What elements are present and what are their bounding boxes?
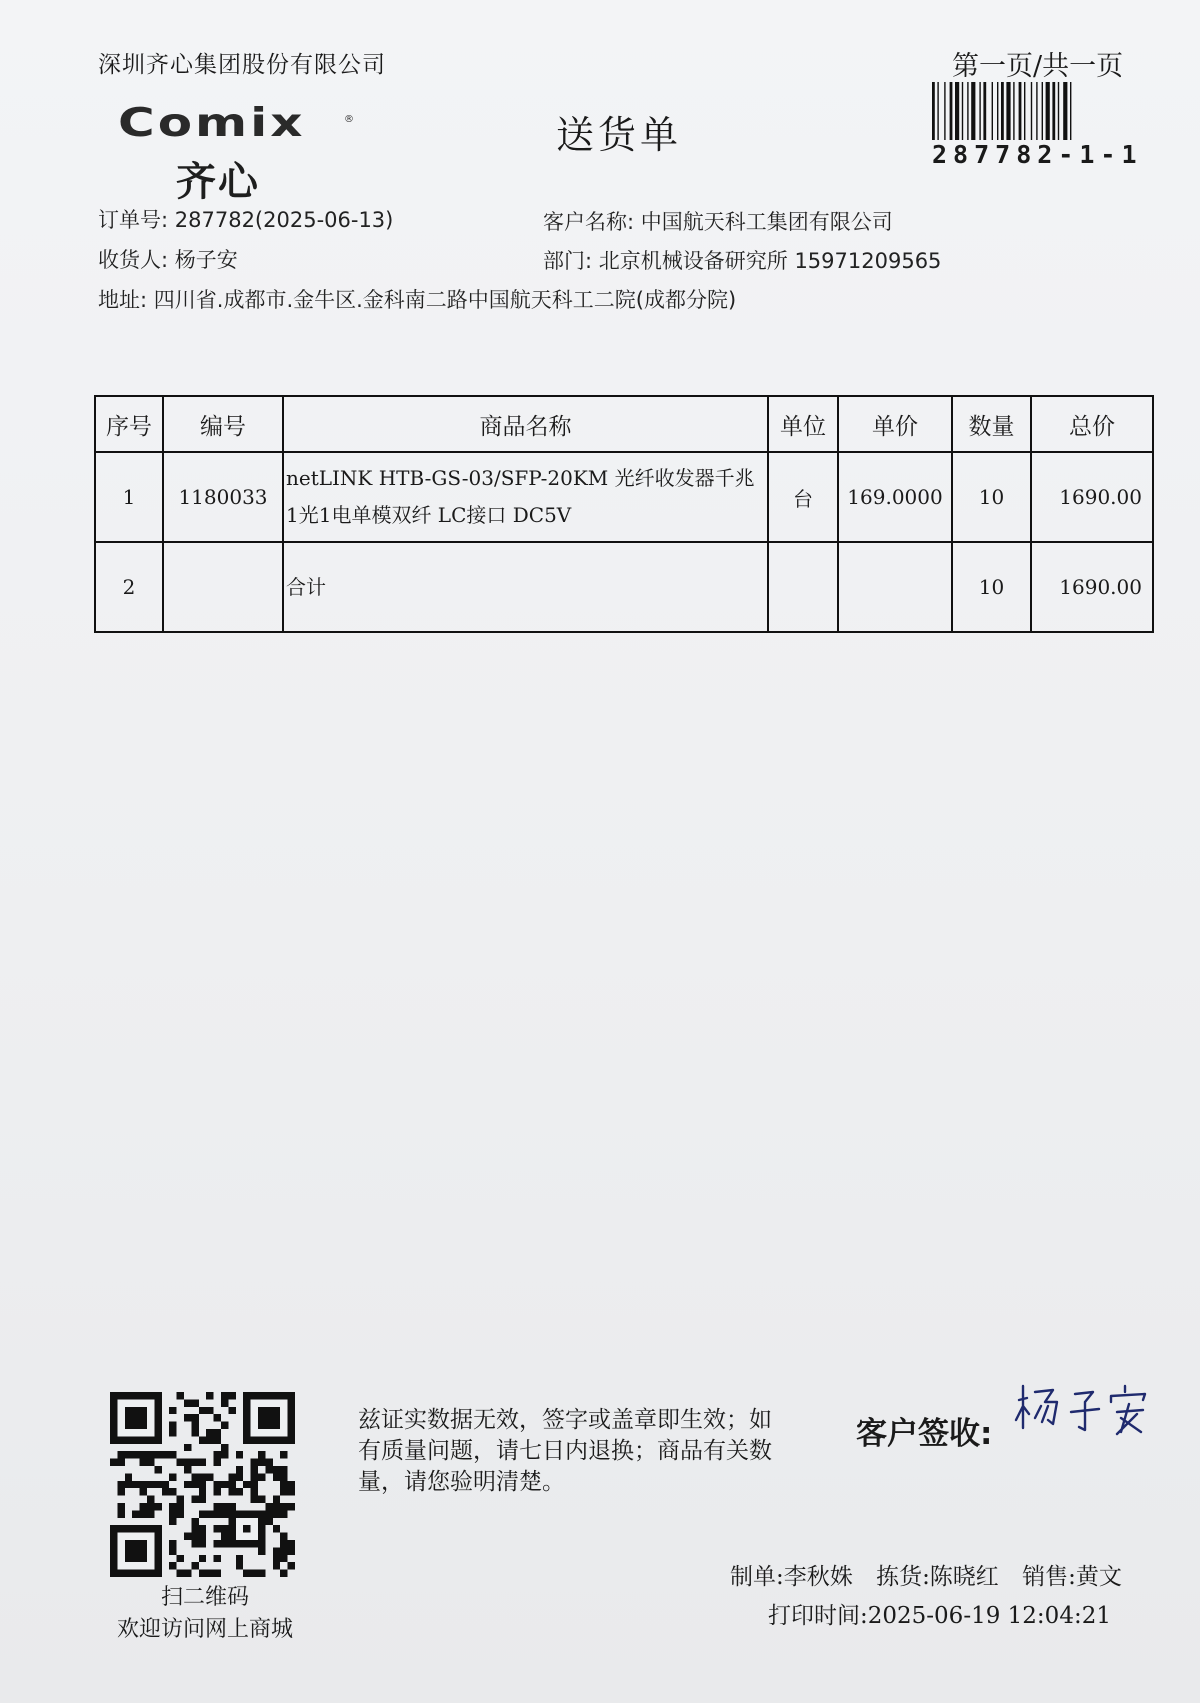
maker: 制单:李秋姝 bbox=[730, 1564, 853, 1590]
cell-product-name bbox=[283, 452, 768, 542]
picker: 拣货:陈晓红 bbox=[876, 1564, 999, 1590]
logo-text-cn: 齐心 bbox=[176, 159, 260, 205]
table-header-row bbox=[95, 396, 1153, 452]
product-name-line-1: netLINK HTB-GS-03/SFP-20KM 光纤收发器千兆 bbox=[286, 466, 755, 490]
cell-product-name bbox=[283, 542, 768, 632]
table-row-summary bbox=[95, 542, 1153, 632]
customer-name bbox=[543, 206, 893, 236]
department-label: 部门: bbox=[543, 249, 593, 273]
consignee-label: 收货人: bbox=[98, 248, 169, 272]
qr-caption-line-1: 扫二维码 bbox=[160, 1585, 249, 1610]
header-code: 编号 bbox=[163, 396, 283, 452]
cell-unit-price bbox=[838, 542, 952, 632]
cell-unit-price: 169.0000 bbox=[838, 452, 952, 542]
company-name: 深圳齐心集团股份有限公司 bbox=[98, 52, 386, 78]
header-unit-price: 单价 bbox=[838, 396, 952, 452]
document-title: 送货单 bbox=[556, 113, 683, 157]
qr-code-icon bbox=[110, 1392, 295, 1577]
consignee bbox=[98, 244, 238, 274]
cell-quantity: 10 bbox=[952, 452, 1031, 542]
header-seq: 序号 bbox=[95, 396, 163, 452]
cell-seq: 1 bbox=[95, 452, 163, 542]
address-value: 四川省.成都市.金牛区.金科南二路中国航天科工二院(成都分院) bbox=[153, 288, 737, 312]
customer-signature-label: 客户签收: bbox=[856, 1416, 993, 1452]
product-name-line-2: 1光1电单模双纤 LC接口 DC5V bbox=[286, 503, 572, 527]
notice-text: 兹证实数据无效，签字或盖章即生效；如有质量问题，请七日内退换；商品有关数量，请您验明清楚。 bbox=[358, 1407, 772, 1495]
order-number-value: 287782(2025-06-13) bbox=[174, 208, 394, 232]
department bbox=[543, 245, 941, 275]
cell-unit bbox=[768, 542, 838, 632]
qr-caption-line-2: 欢迎访问网上商城 bbox=[116, 1617, 293, 1642]
items-table bbox=[94, 395, 1154, 633]
cell-total: 1690.00 bbox=[1031, 452, 1153, 542]
qr-caption bbox=[100, 1582, 310, 1646]
handwritten-signature bbox=[1013, 1378, 1173, 1448]
comix-logo bbox=[118, 100, 354, 205]
print-time: 打印时间:2025-06-19 12:04:21 bbox=[768, 1603, 1111, 1629]
cell-code: 1180033 bbox=[163, 452, 283, 542]
address-label: 地址: bbox=[98, 288, 148, 312]
header-quantity: 数量 bbox=[952, 396, 1031, 452]
cell-quantity: 10 bbox=[952, 542, 1031, 632]
logo-text-en: Comix bbox=[118, 100, 306, 146]
cell-seq: 2 bbox=[95, 542, 163, 632]
summary-label: 合计 bbox=[286, 574, 326, 599]
order-number bbox=[98, 204, 393, 234]
cell-code bbox=[163, 542, 283, 632]
cell-unit: 台 bbox=[768, 452, 838, 542]
header-total: 总价 bbox=[1031, 396, 1153, 452]
cell-total: 1690.00 bbox=[1031, 542, 1153, 632]
department-value: 北京机械设备研究所 15971209565 bbox=[598, 249, 942, 273]
customer-value: 中国航天科工集团有限公司 bbox=[640, 210, 893, 234]
registered-mark-icon: ® bbox=[344, 114, 354, 125]
header-unit: 单位 bbox=[768, 396, 838, 452]
order-number-label: 订单号: bbox=[98, 208, 169, 232]
address bbox=[98, 284, 736, 314]
table-row bbox=[95, 452, 1153, 542]
sales: 销售:黄文 bbox=[1022, 1564, 1122, 1590]
barcode-icon bbox=[930, 82, 1145, 140]
consignee-value: 杨子安 bbox=[174, 248, 238, 272]
page-indicator: 第一页/共一页 bbox=[952, 51, 1124, 82]
header-product-name: 商品名称 bbox=[283, 396, 768, 452]
barcode-number: 287782-1-1 bbox=[932, 140, 1143, 169]
staff-info bbox=[730, 1558, 1138, 1591]
customer-label: 客户名称: bbox=[543, 210, 635, 234]
